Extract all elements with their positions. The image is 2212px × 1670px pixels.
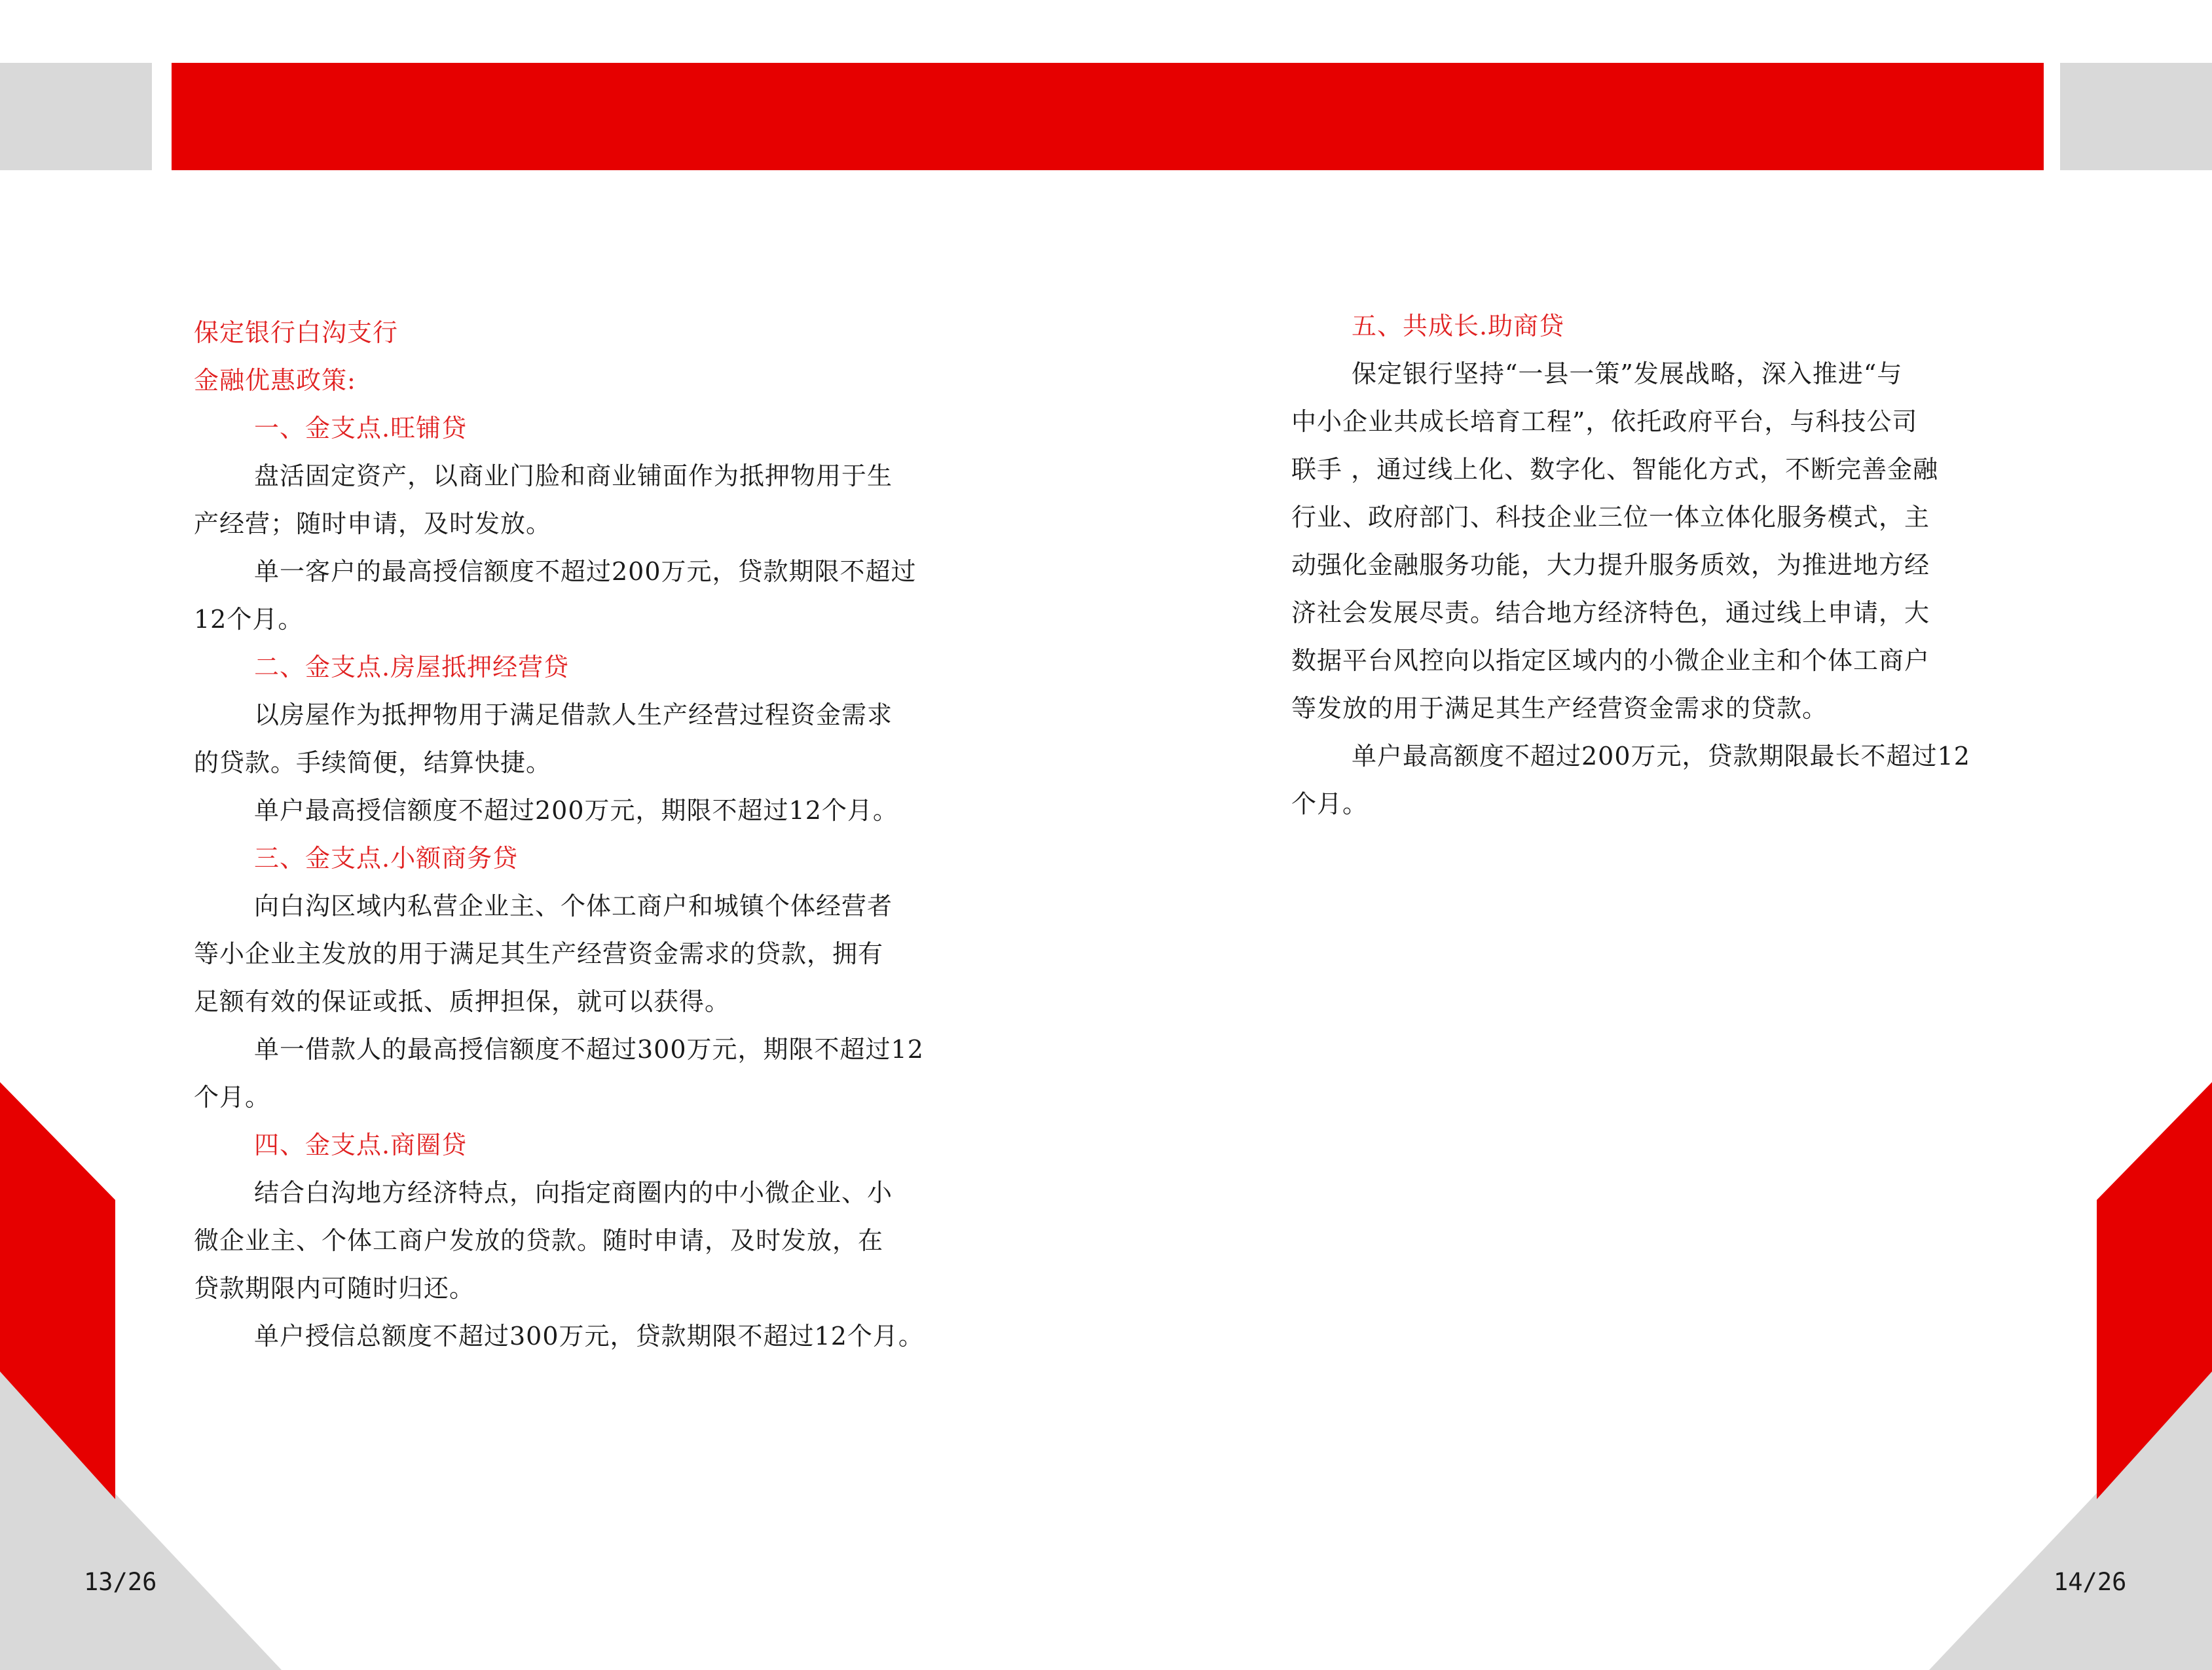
top-left-gray-bar <box>0 63 152 170</box>
section-3-paragraph-1-line-1: 向白沟区域内私营企业主、个体工商户和城镇个体经营者 <box>254 892 893 920</box>
section-1-paragraph-2-line-1: 单一客户的最高授信额度不超过200万元，贷款期限不超过 <box>254 557 917 586</box>
section-4-paragraph-1-line-3: 贷款期限内可随时归还。 <box>194 1274 475 1303</box>
section-3-paragraph-1-line-3: 足额有效的保证或抵、质押担保，就可以获得。 <box>194 987 731 1016</box>
section-1-paragraph-1-line-2: 产经营；随时申请，及时发放。 <box>194 509 552 538</box>
section-5-title: 五、共成长.助商贷 <box>1352 312 1565 340</box>
section-4-paragraph-1-line-2: 微企业主、个体工商户发放的贷款。随时申请，及时发放，在 <box>194 1226 884 1255</box>
section-2-paragraph-2-line-1: 单户最高授信额度不超过200万元，期限不超过12个月。 <box>254 796 898 825</box>
section-5-paragraph-2-line-1: 单户最高额度不超过200万元，贷款期限最长不超过12 <box>1352 742 1970 771</box>
section-5-paragraph-1-line-7: 数据平台风控向以指定区域内的小微企业主和个体工商户 <box>1291 646 1930 675</box>
section-5-paragraph-1-line-5: 动强化金融服务功能，大力提升服务质效，为推进地方经 <box>1291 551 1930 579</box>
section-5-paragraph-1-line-1: 保定银行坚持“一县一策”发展战略，深入推进“与 <box>1352 359 1903 388</box>
section-3-paragraph-1-line-2: 等小企业主发放的用于满足其生产经营资金需求的贷款，拥有 <box>194 939 884 968</box>
section-1-paragraph-1-line-1: 盘活固定资产，以商业门脸和商业铺面作为抵押物用于生 <box>254 462 893 490</box>
section-3-paragraph-2-line-1: 单一借款人的最高授信额度不超过300万元，期限不超过12 <box>254 1035 924 1064</box>
section-4-paragraph-1-line-1: 结合白沟地方经济特点，向指定商圈内的中小微企业、小 <box>254 1178 893 1207</box>
section-3-paragraph-2-line-2: 个月。 <box>194 1083 271 1112</box>
section-1-paragraph-2-line-2: 12个月。 <box>194 605 304 634</box>
top-red-banner <box>172 63 2044 170</box>
policy-heading: 金融优惠政策: <box>194 366 356 395</box>
bank-branch-heading: 保定银行白沟支行 <box>194 318 399 347</box>
section-4-paragraph-2-line-1: 单户授信总额度不超过300万元，贷款期限不超过12个月。 <box>254 1322 924 1351</box>
left-page-text <box>194 309 953 1360</box>
section-2-title: 二、金支点.房屋抵押经营贷 <box>254 653 570 681</box>
section-3-title: 三、金支点.小额商务贷 <box>254 844 519 873</box>
page-number-right: 14/26 <box>2054 1568 2127 1596</box>
section-5-paragraph-1-line-3: 联手 ，通过线上化、数字化、智能化方式，不断完善金融 <box>1291 455 1939 484</box>
section-5-paragraph-1-line-6: 济社会发展尽责。结合地方经济特色，通过线上申请，大 <box>1291 598 1930 627</box>
section-2-paragraph-1-line-1: 以房屋作为抵押物用于满足借款人生产经营过程资金需求 <box>254 700 893 729</box>
top-right-gray-bar <box>2060 63 2212 170</box>
section-2-paragraph-1-line-2: 的贷款。手续简便，结算快捷。 <box>194 748 552 777</box>
section-5-paragraph-1-line-4: 行业、政府部门、科技企业三位一体立体化服务模式，主 <box>1291 503 1930 532</box>
section-1-title: 一、金支点.旺铺贷 <box>254 414 468 443</box>
right-page-text <box>1291 302 2005 828</box>
section-4-title: 四、金支点.商圈贷 <box>254 1131 468 1159</box>
section-5-paragraph-1-line-2: 中小企业共成长培育工程”，依托政府平台，与科技公司 <box>1291 407 1918 436</box>
section-5-paragraph-2-line-2: 个月。 <box>1291 790 1369 818</box>
page-number-left: 13/26 <box>84 1568 157 1596</box>
section-5-paragraph-1-line-8: 等发放的用于满足其生产经营资金需求的贷款。 <box>1291 694 1828 723</box>
